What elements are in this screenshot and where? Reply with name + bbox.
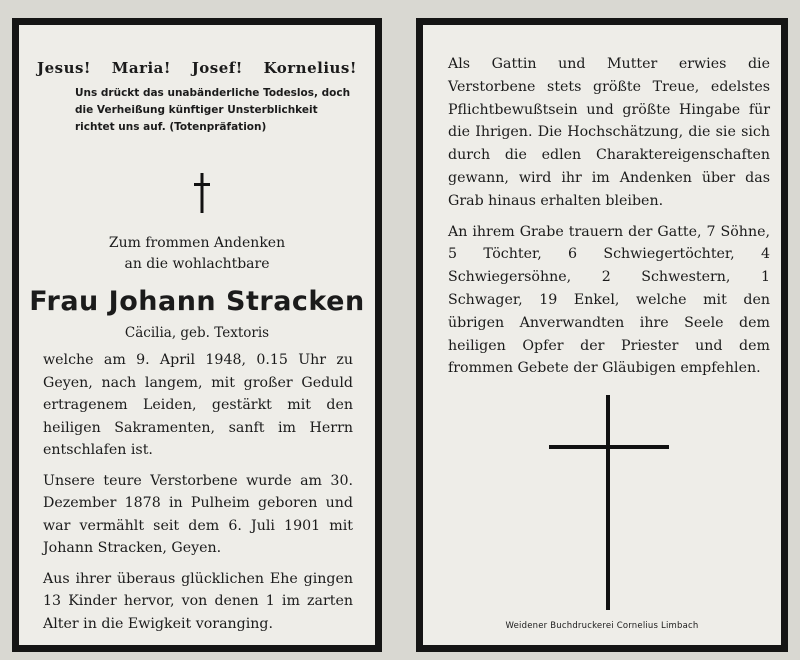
invocation-jesus: Jesus! <box>37 59 92 77</box>
paragraph-birth: Unsere teure Verstorbene wurde am 30. Dezember 1878 in Pulheim geboren und war vermählt seit dem 6. Juli 1901 mit Johann Stracken, Geyen. <box>43 472 353 556</box>
left-page <box>12 18 382 652</box>
paragraph-mourners: An ihrem Grabe trauern der Gatte, 7 Söhne, 5 Töchter, 6 Schwiegertöchter, 4 Schwiegersöhne, 2 Schwestern, 1 Schwager, 19 Enkel, welche mit den übrigen Anverwandten ihre Seele dem heiligen Opfer der Priester und dem frommen Gebete der Gläubigen empfehlen. <box>448 223 770 377</box>
memory-line-2: an die wohlachtbare <box>124 256 270 272</box>
memory-line-1: Zum frommen Andenken <box>108 235 286 251</box>
invocation-maria: Maria! <box>111 59 171 77</box>
large-cross-icon <box>549 395 669 610</box>
invocation-josef: Josef! <box>191 59 243 77</box>
paragraph-children: Aus ihrer überaus glücklichen Ehe gingen 13 Kinder hervor, von denen 1 im zarten Alter in die Ewigkeit voranging. <box>43 570 353 632</box>
printer-imprint: Weidener Buchdruckerei Cornelius Limbach <box>505 621 699 631</box>
preface-quote: Uns drückt das unabänderliche Todeslos, doch die Verheißung künftiger Unsterblichkeit richtet uns auf. (Totenpräfation) <box>75 87 351 133</box>
deceased-name: Frau Johann Stracken <box>29 286 365 317</box>
invocation-kornelius: Kornelius! <box>263 59 357 77</box>
paragraph-death: welche am 9. April 1948, 0.15 Uhr zu Geyen, nach langem, mit großer Geduld ertragenem Leiden, gestärkt mit den heiligen Sakramenten, sanft im Herrn entschlafen ist. <box>43 352 353 458</box>
paragraph-tribute: Als Gattin und Mutter erwies die Verstorbene stets größte Treue, edelstes Pflichtbewußtsein und größte Hingabe für die Ihrigen. Die Hochschätzung, die sie sich durch die edlen Charaktereigenschaften gewann, wird ihr im Andenken über das Grab hinaus erhalten bleiben. <box>448 56 770 209</box>
invocation-line <box>37 59 357 77</box>
right-page <box>416 18 788 652</box>
right-body <box>448 53 770 388</box>
maiden-name: Cäcilia, geb. Textoris <box>124 325 270 341</box>
left-body <box>43 349 353 643</box>
small-cross-icon <box>194 173 210 213</box>
memory-heading <box>19 233 375 275</box>
